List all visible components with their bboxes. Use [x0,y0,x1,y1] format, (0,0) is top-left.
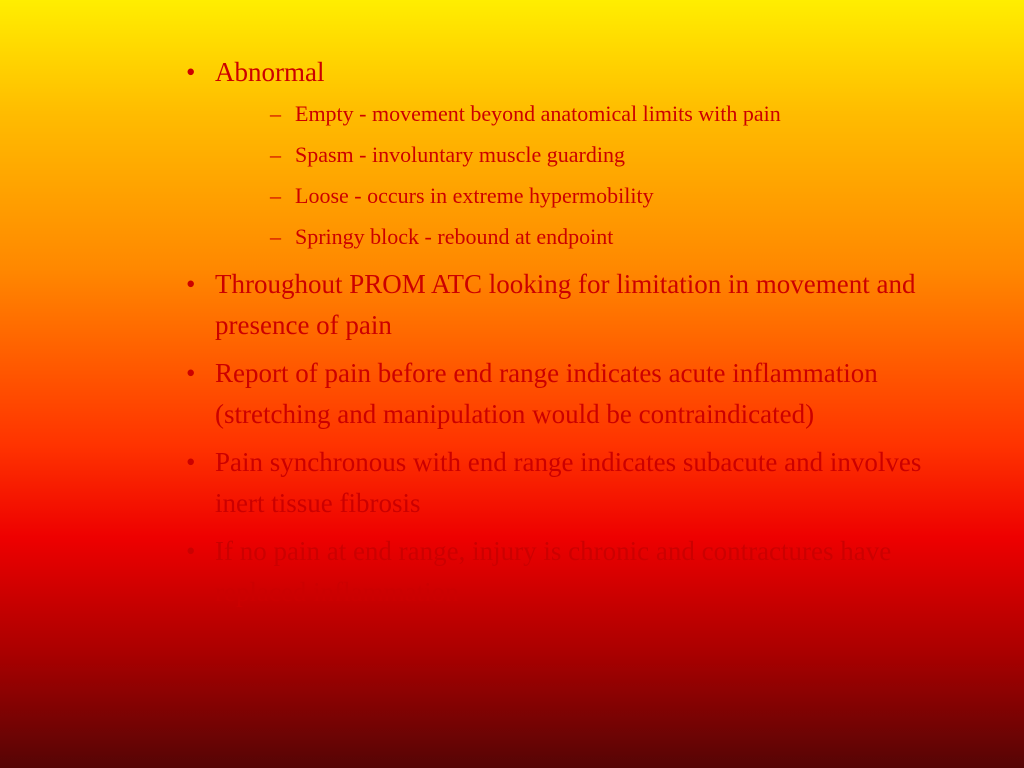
sub-bullet-marker: – [270,224,281,249]
bullet-marker: • [186,536,196,566]
sub-bullet-item-loose [270,175,966,216]
sub-bullet-text: Empty - movement beyond anatomical limits with pain [295,101,781,126]
sub-bullet-item-spasm [270,134,966,175]
bullet-text: Report of pain before end range indicates acute inflammation (stretching and manipulation would be contraindicated) [215,358,878,429]
sub-bullet-list [270,93,966,257]
sub-bullet-marker: – [270,142,281,167]
bullet-marker: • [186,447,196,477]
bullet-text: Pain synchronous with end range indicates subacute and involves inert tissue fibrosis [215,447,922,518]
sub-bullet-item-springy-block [270,216,966,257]
bullet-item-abnormal [186,52,966,257]
sub-bullet-text: Loose - occurs in extreme hypermobility [295,183,654,208]
bullet-item-chronic [186,531,966,613]
sub-bullet-item-empty [270,93,966,134]
bullet-item-subacute [186,442,966,524]
bullet-marker: • [186,269,196,299]
bullet-list [186,52,966,620]
sub-bullet-marker: – [270,101,281,126]
sub-bullet-text: Springy block - rebound at endpoint [295,224,614,249]
sub-bullet-marker: – [270,183,281,208]
bullet-item-acute [186,353,966,435]
bullet-text: Throughout PROM ATC looking for limitation in movement and presence of pain [215,269,916,340]
bullet-text: If no pain at end range, injury is chronic and contractures have replaced inflammation [215,536,892,607]
bullet-text: Abnormal [215,57,325,87]
sub-bullet-text: Spasm - involuntary muscle guarding [295,142,625,167]
bullet-item-prom [186,264,966,346]
bullet-marker: • [186,57,196,87]
bullet-marker: • [186,358,196,388]
